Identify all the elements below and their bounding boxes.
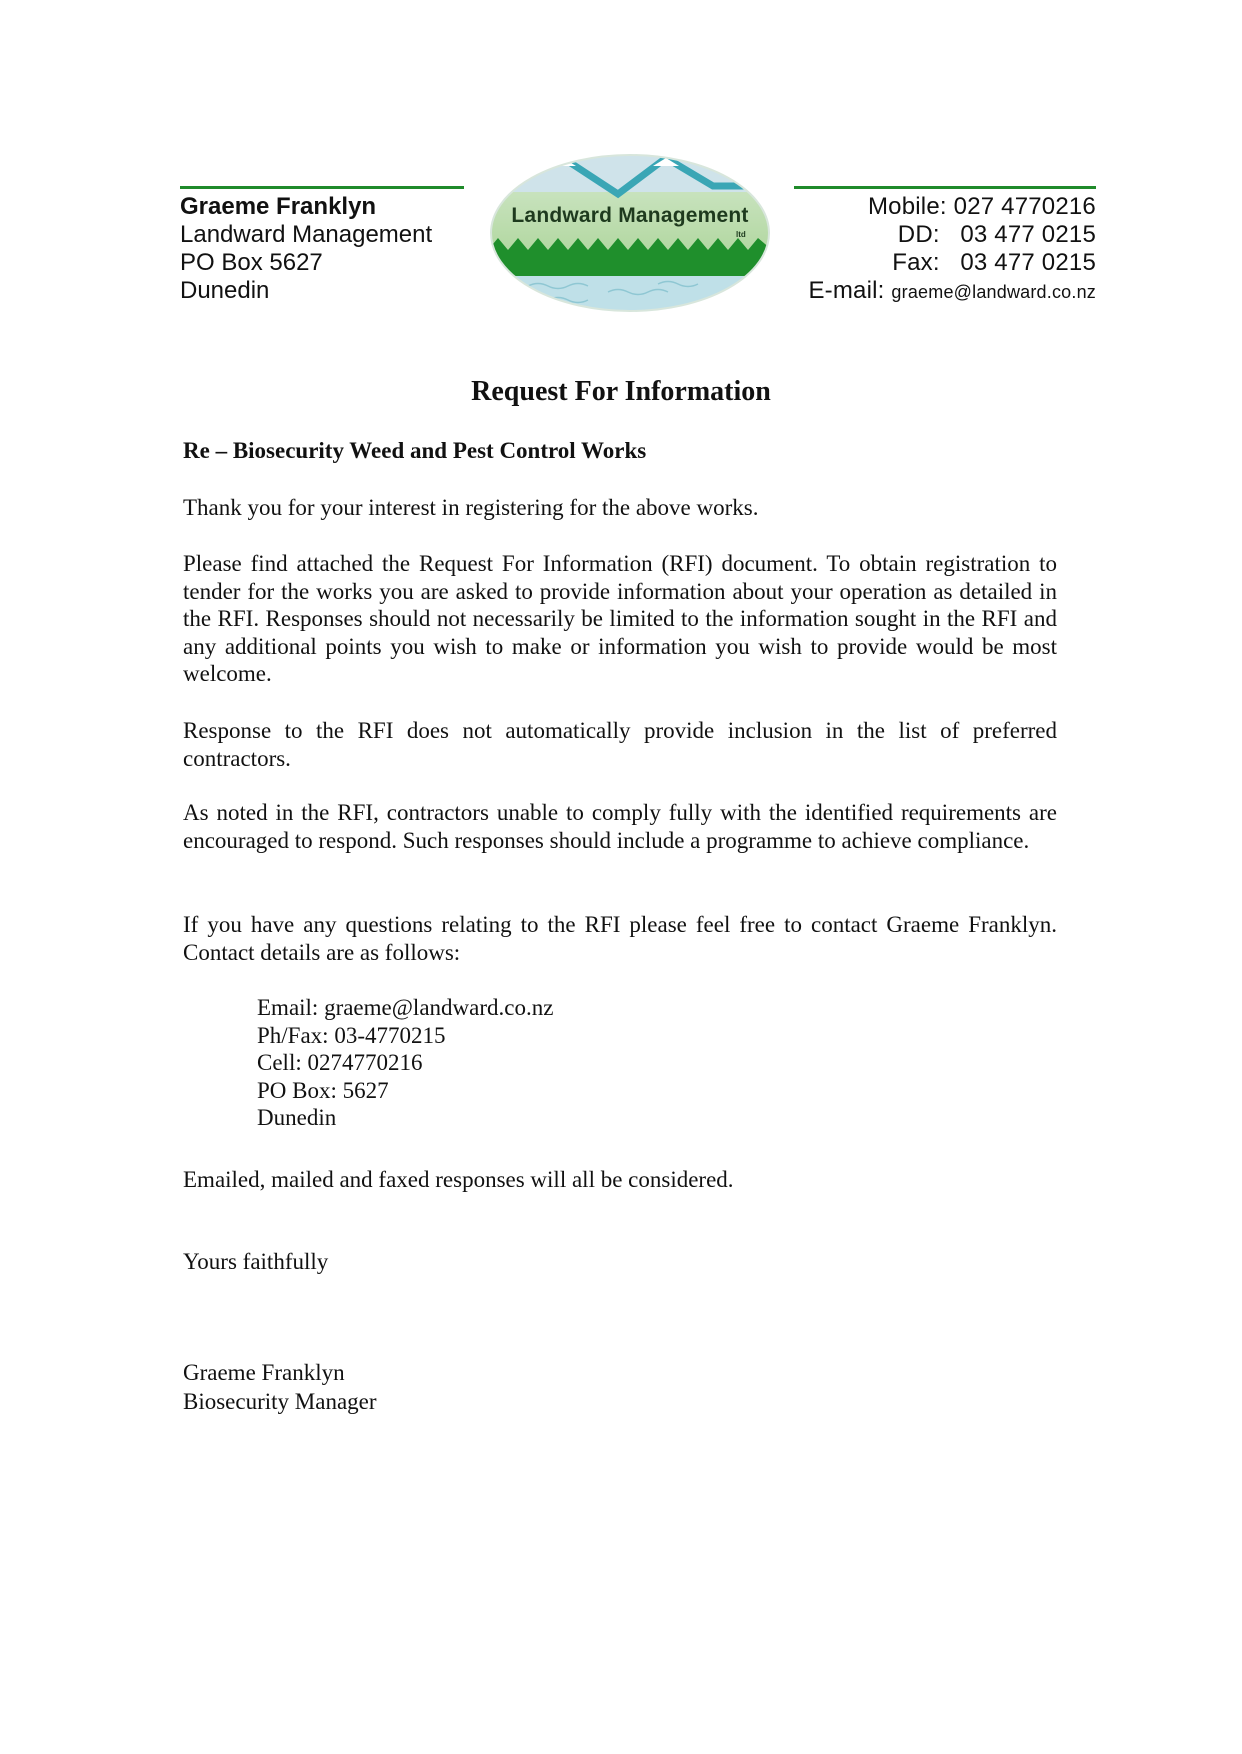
- logo-graphic-icon: [488, 152, 772, 314]
- sender-company: Landward Management: [180, 221, 433, 248]
- landward-management-logo: [488, 152, 772, 314]
- mobile-line: [794, 193, 1096, 221]
- paragraph-compliance: As noted in the RFI, contractors unable to comply fully with the identified requirements are encouraged to respond. Such responses should include a programme to achieve compliance.: [183, 800, 1057, 853]
- contact-po-box: PO Box: 5627: [257, 1077, 389, 1103]
- paragraph-no-automatic-inclusion: Response to the RFI does not automatically provide inclusion in the list of preferred contractors.: [183, 718, 1057, 771]
- dd-number: 03 477 0215: [960, 221, 1096, 248]
- paragraph-responses-considered: Emailed, mailed and faxed responses will all be considered.: [183, 1167, 734, 1192]
- mobile-number: 027 4770216: [953, 193, 1096, 220]
- email-label: E-mail:: [808, 277, 885, 304]
- paragraph-questions: If you have any questions relating to the RFI please feel free to contact Graeme Franklyn. Contact details are as follows:: [183, 912, 1057, 965]
- sender-po-box: PO Box 5627: [180, 249, 323, 276]
- contact-cell: Cell: 0274770216: [257, 1050, 423, 1075]
- contact-ph-fax: Ph/Fax: 03-4770215: [257, 1022, 446, 1048]
- document-title: Request For Information: [471, 376, 771, 407]
- paragraph-thank-you: Thank you for your interest in registering for the above works.: [183, 495, 759, 520]
- signature-title: Biosecurity Manager: [183, 1389, 377, 1414]
- signature-name: Graeme Franklyn: [183, 1360, 345, 1385]
- green-rule-right: [794, 186, 1096, 189]
- contact-city: Dunedin: [257, 1105, 337, 1130]
- dd-line: [794, 221, 1096, 249]
- fax-label: Fax:: [892, 249, 940, 276]
- mobile-label: Mobile:: [867, 193, 947, 220]
- green-rule-left: [180, 186, 464, 189]
- contact-details-list: [257, 994, 553, 1132]
- fax-number: 03 477 0215: [960, 249, 1096, 276]
- email-line: [794, 277, 1096, 306]
- fax-line: [794, 249, 1096, 277]
- dd-label: DD:: [897, 221, 940, 248]
- sender-name: Graeme Franklyn: [180, 193, 377, 220]
- signature-block: [183, 1358, 377, 1416]
- subject-line: Re – Biosecurity Weed and Pest Control Works: [183, 438, 647, 463]
- logo-text: Landward Management: [511, 204, 749, 227]
- logo-suffix: ltd: [736, 230, 746, 239]
- paragraph-rfi-attached: Please find attached the Request For Information (RFI) document. To obtain registration to tender for the works you are asked to provide information about your operation as detailed in the RFI. Responses should not necessarily be limited to the information sought in the RFI and any additional points you wish to make or information you wish to provide would be most welcome.: [183, 551, 1057, 686]
- email-address[interactable]: graeme@landward.co.nz: [891, 282, 1096, 302]
- contact-email: Email: graeme@landward.co.nz: [257, 995, 554, 1020]
- contact-numbers-block: [794, 186, 1096, 306]
- closing-salutation: Yours faithfully: [183, 1249, 329, 1274]
- sender-city: Dunedin: [180, 277, 270, 304]
- sender-address-block: [180, 186, 464, 305]
